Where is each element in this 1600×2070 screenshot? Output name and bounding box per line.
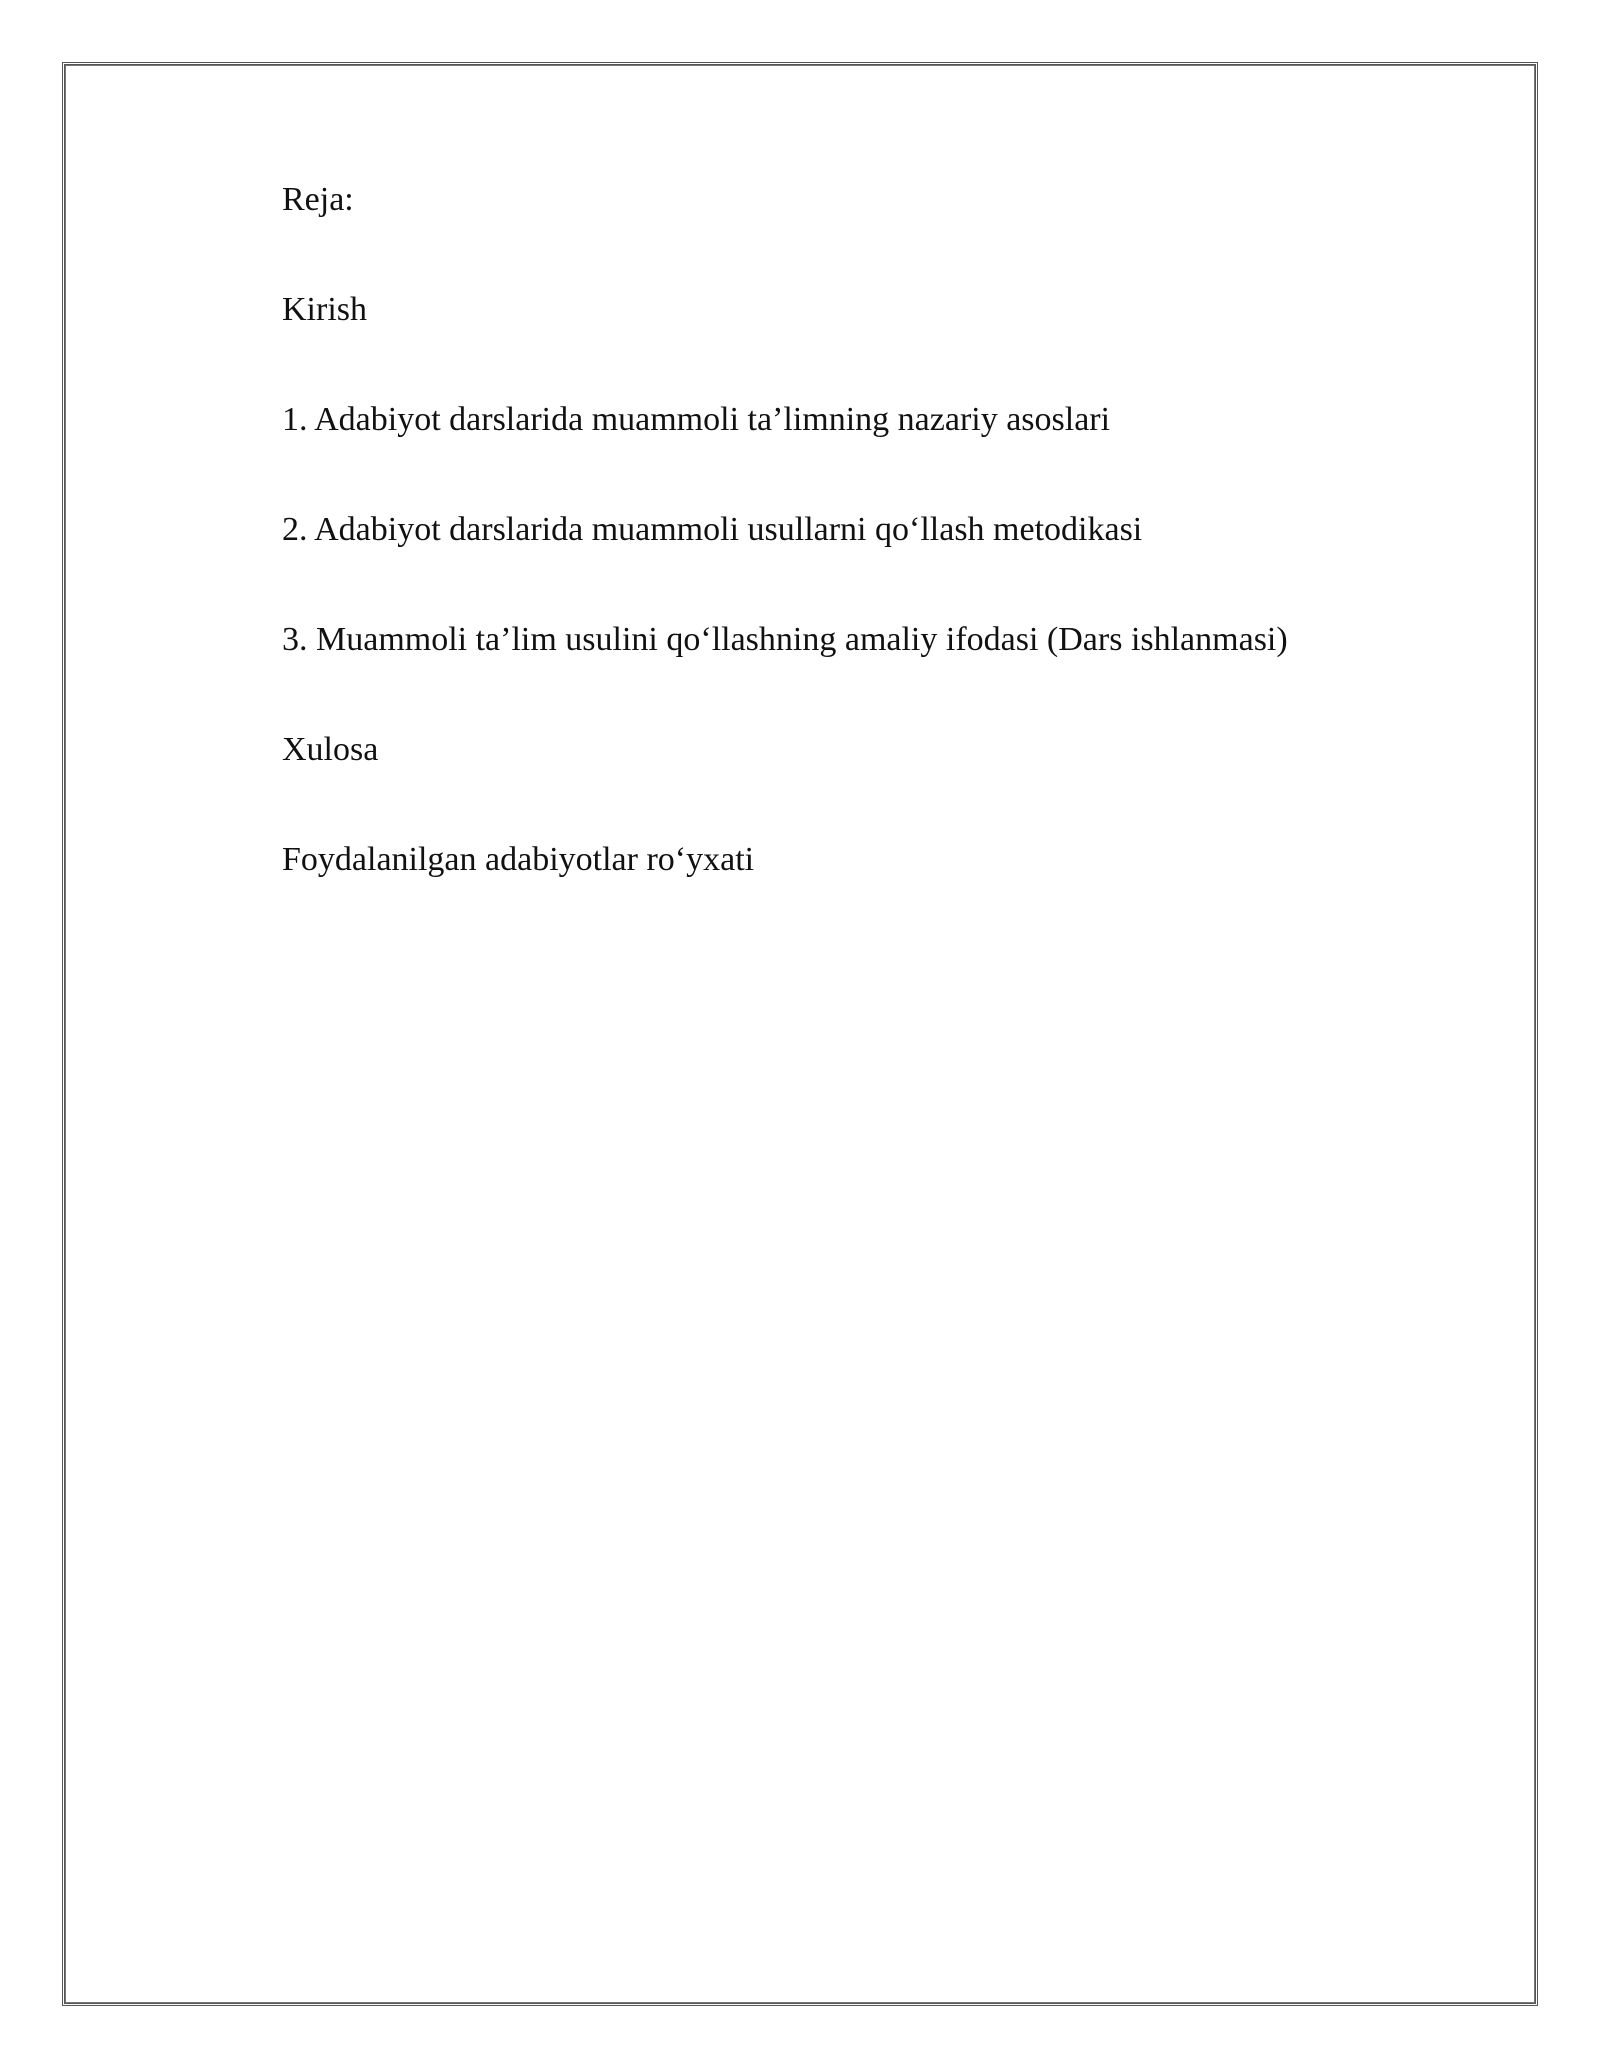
plan-item-1: 1. Adabiyot darslarida muammoli ta’limning nazariy asoslari [282,401,1111,438]
plan-item-2: 2. Adabiyot darslarida muammoli usullarni qo‘llash metodikasi [282,511,1143,548]
plan-item-introduction: Kirish [282,291,367,328]
document-body [282,180,1462,950]
plan-item-conclusion: Xulosa [282,731,379,768]
plan-item-references: Foydalanilgan adabiyotlar ro‘yxati [282,841,755,878]
plan-item-3: 3. Muammoli ta’lim usulini qo‘llashning amaliy ifodasi (Dars ishlanmasi) [282,621,1288,658]
plan-heading: Reja: [282,181,354,218]
